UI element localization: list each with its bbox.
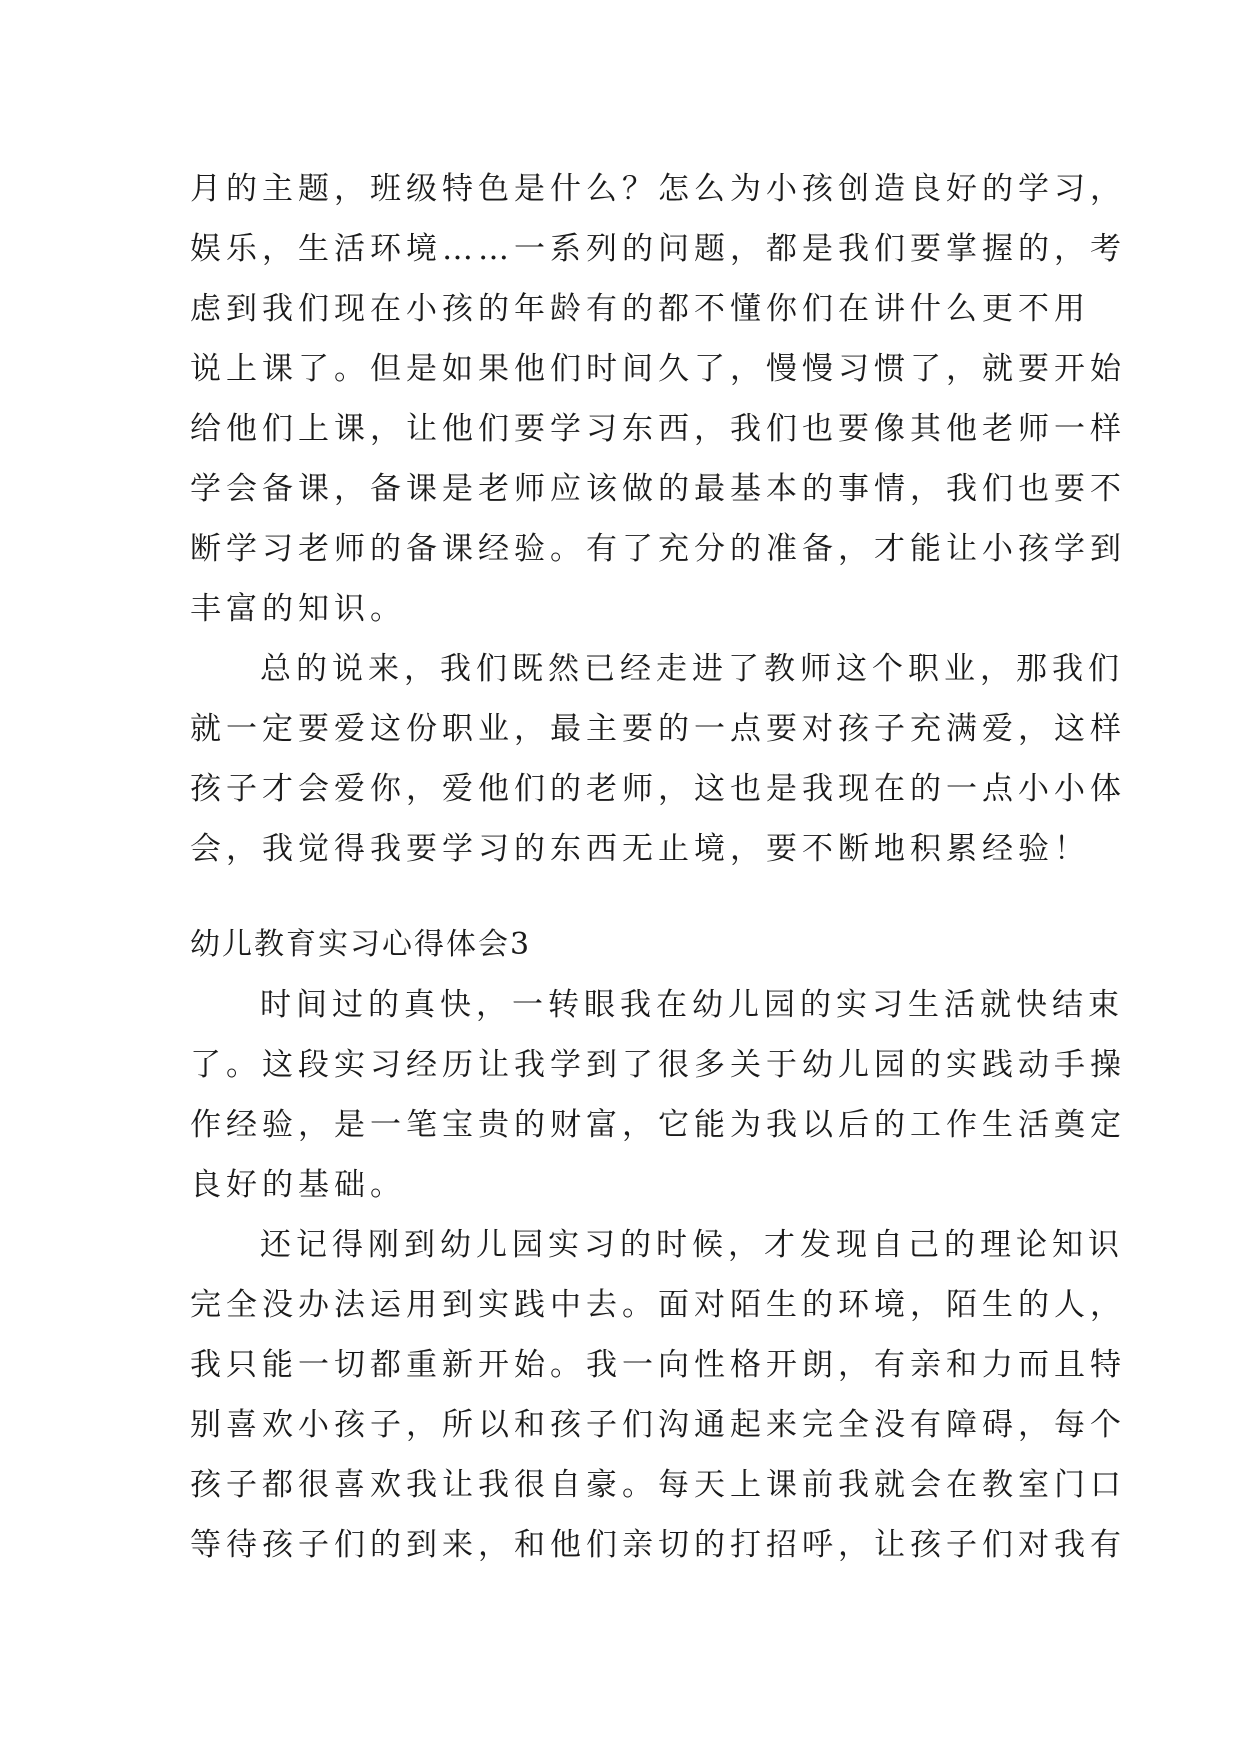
paragraph-line: 总的说来，我们既然已经走进了教师这个职业，那我们 bbox=[260, 651, 1124, 687]
paragraph-line: 等待孩子们的到来，和他们亲切的打招呼，让孩子们对我有 bbox=[190, 1527, 1126, 1563]
document-body-bottom bbox=[190, 975, 1126, 1575]
paragraph-line: 别喜欢小孩子，所以和孩子们沟通起来完全没有障碍，每个 bbox=[190, 1407, 1126, 1443]
paragraph-line: 孩子都很喜欢我让我很自豪。每天上课前我就会在教室门口 bbox=[190, 1467, 1126, 1503]
paragraph-line: 了。这段实习经历让我学到了很多关于幼儿园的实践动手操 bbox=[190, 1047, 1126, 1083]
paragraph-line: 就一定要爱这份职业，最主要的一点要对孩子充满爱，这样 bbox=[190, 711, 1126, 747]
paragraph-line: 时间过的真快，一转眼我在幼儿园的实习生活就快结束 bbox=[260, 987, 1124, 1023]
paragraph-line: 我只能一切都重新开始。我一向性格开朗，有亲和力而且特 bbox=[190, 1347, 1126, 1383]
paragraph-line: 学会备课，备课是老师应该做的最基本的事情，我们也要不 bbox=[190, 471, 1126, 507]
document-body-top bbox=[190, 159, 1126, 879]
section-paragraph-2 bbox=[190, 1215, 1126, 1575]
section-heading: 幼儿教育实习心得体会3 bbox=[190, 927, 532, 962]
paragraph-line: 会，我觉得我要学习的东西无止境，要不断地积累经验！ bbox=[190, 831, 1090, 867]
paragraph-line: 说上课了。但是如果他们时间久了，慢慢习惯了，就要开始 bbox=[190, 351, 1126, 387]
paragraph-line: 完全没办法运用到实践中去。面对陌生的环境，陌生的人， bbox=[190, 1287, 1126, 1323]
paragraph-line: 给他们上课，让他们要学习东西，我们也要像其他老师一样 bbox=[190, 411, 1126, 447]
paragraph-line: 虑到我们现在小孩的年龄有的都不懂你们在讲什么更不用 bbox=[190, 291, 1090, 327]
continued-paragraph bbox=[190, 159, 1126, 639]
paragraph-line: 良好的基础。 bbox=[190, 1167, 406, 1203]
paragraph-line: 断学习老师的备课经验。有了充分的准备，才能让小孩学到 bbox=[190, 531, 1126, 567]
paragraph-line: 丰富的知识。 bbox=[190, 591, 406, 627]
paragraph-line: 月的主题，班级特色是什么？怎么为小孩创造良好的学习， bbox=[190, 171, 1126, 207]
conclusion-paragraph bbox=[190, 639, 1126, 879]
paragraph-line: 孩子才会爱你，爱他们的老师，这也是我现在的一点小小体 bbox=[190, 771, 1126, 807]
paragraph-line: 还记得刚到幼儿园实习的时候，才发现自己的理论知识 bbox=[260, 1227, 1124, 1263]
paragraph-line: 娱乐，生活环境……一系列的问题，都是我们要掌握的，考 bbox=[190, 231, 1126, 267]
section-paragraph-1 bbox=[190, 975, 1126, 1215]
paragraph-line: 作经验，是一笔宝贵的财富，它能为我以后的工作生活奠定 bbox=[190, 1107, 1126, 1143]
